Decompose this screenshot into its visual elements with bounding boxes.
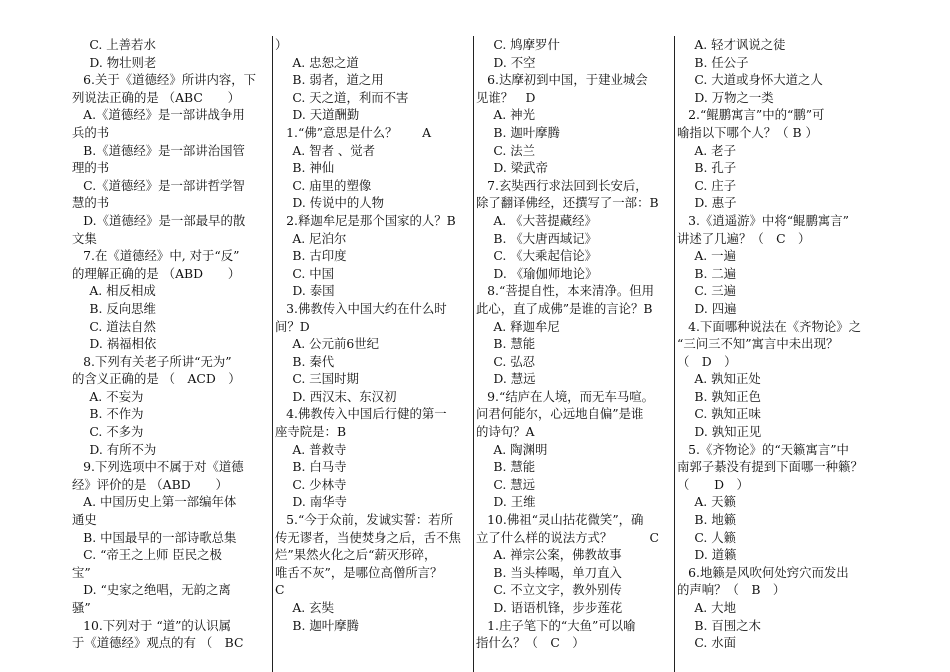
- option-line: D. 梁武帝: [493, 160, 548, 176]
- continuation-line: 通史: [72, 512, 97, 528]
- text-column-3: [476, 36, 673, 672]
- option-line: B. 不作为: [89, 406, 144, 422]
- option-line: D. 王维: [493, 494, 536, 510]
- option-line: D. 道籁: [694, 547, 737, 563]
- option-line: D. 不空: [493, 54, 536, 70]
- text-column-2: [275, 36, 472, 672]
- option-line: A. 相反相成: [89, 283, 156, 299]
- question-line: 3.佛教传入中国大约在什么时: [286, 300, 447, 316]
- option-line: C. 人籁: [694, 529, 737, 545]
- question-line: 10.佛祖“灵山拈花微笑”，确: [487, 512, 644, 528]
- option-line: C. 不立文字，教外别传: [493, 582, 622, 598]
- continuation-line: （ D ）: [677, 353, 737, 369]
- continuation-line: 座寺院是：B: [275, 424, 347, 440]
- option-line: B. 白马寺: [292, 459, 347, 475]
- question-line: D.《道德经》是一部最早的散: [83, 212, 246, 228]
- question-line: 6.关于《道德经》所讲内容，下: [83, 72, 257, 88]
- continuation-line: 的声响？（ B ）: [677, 582, 786, 598]
- option-line: B. 二遍: [694, 265, 737, 281]
- option-line: A. 轻才讽说之徒: [694, 37, 786, 52]
- continuation-line: 讲述了几遍？（ C ）: [677, 230, 811, 246]
- option-line: B. 地籁: [694, 512, 737, 528]
- continuation-line: 见谁？ D: [476, 89, 536, 105]
- question-line: B.《道德经》是一部讲治国管: [83, 142, 245, 158]
- text-column-1: [72, 36, 269, 672]
- question-line: D. “史家之绝唱，无韵之离: [83, 582, 231, 598]
- option-line: D. 物壮则老: [89, 54, 157, 70]
- continuation-line: 列说法正确的是 （ABC ）: [72, 89, 240, 105]
- continuation-line: 间？D: [275, 318, 310, 334]
- option-line: A. 释迦牟尼: [493, 318, 560, 334]
- option-line: B. 孔子: [694, 160, 737, 176]
- option-line: C. 大道或身怀大道之人: [694, 72, 823, 88]
- question-line: A. 中国历史上第一部编年体: [83, 494, 237, 510]
- continuation-line: 烂”果然火化之后“薪灭形碎，: [275, 547, 437, 563]
- column-divider-2: [473, 36, 474, 672]
- question-line: 5.《齐物论》的“天籁寓言”中: [688, 441, 849, 457]
- continuation-line: 立了什么样的说法方式？ C: [476, 529, 659, 545]
- question-line: 5.“今于众前，发诚实誓：若所: [286, 512, 453, 528]
- continuation-line: 指什么？（ C ）: [476, 635, 585, 651]
- option-line: A. 大地: [694, 600, 736, 615]
- option-line: D. 万物之一类: [694, 89, 774, 105]
- option-line: C. 弘忍: [493, 353, 536, 369]
- option-line: C. 孰知正味: [694, 406, 761, 422]
- continuation-line: 慧的书: [72, 195, 110, 211]
- option-line: C. 慧远: [493, 476, 536, 492]
- text-column-4: [677, 36, 877, 672]
- option-line: C. 庄子: [694, 177, 737, 193]
- continuation-line: C: [275, 582, 285, 598]
- question-line: 8.下列有关老子所讲“无为”: [83, 353, 232, 369]
- option-line: A. 天籁: [694, 494, 736, 510]
- option-line: C. 鸠摩罗什: [493, 37, 560, 52]
- question-line: 10.下列对于 “道”的认识属: [83, 617, 231, 633]
- continuation-line: 南郭子綦没有提到下面哪一种籁？: [677, 459, 863, 475]
- option-line: D. 泰国: [292, 283, 335, 299]
- continuation-line: 的含义正确的是 （ ACD ）: [72, 371, 241, 387]
- question-line: 8.“菩提自性，本来清净。但用: [487, 283, 654, 299]
- option-line: B. 反向思维: [89, 300, 156, 316]
- option-line: D. 慧远: [493, 371, 536, 387]
- question-line: 4.下面哪种说法在《齐物论》之: [688, 318, 862, 334]
- continuation-line: 理的书: [72, 160, 110, 176]
- question-line: 2.“鲲鹏寓言”中的“鹏”可: [688, 107, 825, 123]
- column-divider-1: [272, 36, 273, 672]
- option-line: A. 《大菩提藏经》: [493, 212, 597, 228]
- option-line: B. 慧能: [493, 459, 536, 475]
- option-line: D. 孰知正见: [694, 424, 762, 440]
- option-line: C. 法兰: [493, 142, 536, 158]
- continuation-line: 的诗句？A: [476, 424, 535, 440]
- continuation-line: 除了翻译佛经，还撰写了一部：B: [476, 195, 659, 211]
- option-line: C. 三遍: [694, 283, 737, 299]
- option-line: B. 慧能: [493, 336, 536, 352]
- option-line: A. 忠恕之道: [292, 54, 359, 70]
- question-line: 7.在《道德经》中, 对于“反”: [83, 248, 240, 264]
- option-line: A. 陶渊明: [493, 441, 548, 457]
- question-line: C.《道德经》是一部讲哲学智: [83, 177, 245, 193]
- option-line: A. 老子: [694, 142, 736, 158]
- continuation-line: ）: [275, 37, 288, 52]
- continuation-line: 此心，直了成佛”是谁的言论？B: [476, 300, 653, 316]
- continuation-line: “三问三不知”寓言中未出现？: [677, 336, 839, 352]
- option-line: C. 上善若水: [89, 37, 156, 52]
- option-line: B. 百围之木: [694, 617, 761, 633]
- option-line: A. 禅宗公案，佛教故事: [493, 547, 622, 563]
- option-line: A. 尼泊尔: [292, 230, 347, 246]
- continuation-line: 的理解正确的是 （ABD ）: [72, 265, 241, 281]
- question-line: A.《道德经》是一部讲战争用: [83, 107, 245, 123]
- option-line: B. 神仙: [292, 160, 335, 176]
- option-line: A. 普救寺: [292, 441, 347, 457]
- continuation-line: 传无谬者，当使焚身之后，舌不焦: [275, 529, 461, 545]
- option-line: A. 不妄为: [89, 388, 144, 404]
- question-line: 6.达摩初到中国，于建业城会: [487, 72, 648, 88]
- option-line: C. 天之道，利而不害: [292, 89, 409, 105]
- option-line: B. 迦叶摩腾: [493, 124, 560, 140]
- question-line: 1.庄子笔下的“大鱼”可以喻: [487, 617, 636, 633]
- option-line: D. 南华寺: [292, 494, 347, 510]
- question-line: 9.“结庐在人境，而无车马喧。: [487, 388, 654, 404]
- option-line: C. 水面: [694, 635, 737, 651]
- option-line: C. 《大乘起信论》: [493, 248, 598, 264]
- option-line: C. 中国: [292, 265, 335, 281]
- option-line: B. 弱者，道之用: [292, 72, 384, 88]
- option-line: B. 古印度: [292, 248, 347, 264]
- option-line: C. 庙里的塑像: [292, 177, 372, 193]
- option-line: B. 秦代: [292, 353, 335, 369]
- option-line: D. 四遍: [694, 300, 737, 316]
- question-line: 9.下列选项中不属于对《道德: [83, 459, 244, 475]
- question-line: 3.《逍遥游》中将“鲲鹏寓言”: [688, 212, 849, 228]
- option-line: D. 有所不为: [89, 441, 157, 457]
- option-line: D. 天道酬勤: [292, 107, 360, 123]
- option-line: D. 西汉末、东汉初: [292, 388, 397, 404]
- continuation-line: 骚”: [72, 600, 91, 615]
- continuation-line: （ D ）: [677, 476, 749, 492]
- question-line: 4.佛教传入中国后行健的第一: [286, 406, 447, 422]
- question-line: 6.地籁是风吹何处窍穴而发出: [688, 564, 849, 580]
- question-line: 1.“佛”意思是什么？ A: [286, 124, 432, 140]
- continuation-line: 问君何能尔，心远地自偏”是谁: [476, 406, 644, 422]
- question-line: 7.玄奘西行求法回到长安后，: [487, 177, 648, 193]
- option-line: A. 神光: [493, 107, 535, 123]
- column-divider-3: [674, 36, 675, 672]
- option-line: D. 《瑜伽师地论》: [493, 265, 598, 281]
- option-line: A. 智者 、觉者: [292, 142, 376, 158]
- option-line: D. 语语机锋，步步莲花: [493, 600, 623, 615]
- option-line: A. 一遍: [694, 248, 736, 264]
- continuation-line: 经》评价的是 （ABD ）: [72, 476, 228, 492]
- option-line: B. 孰知正色: [694, 388, 761, 404]
- continuation-line: 喻指以下哪个人？（ B ）: [677, 124, 818, 140]
- continuation-line: 宝”: [72, 564, 91, 580]
- question-line: B. 中国最早的一部诗歌总集: [83, 529, 237, 545]
- option-line: A. 公元前6世纪: [292, 336, 380, 352]
- option-line: C. 道法自然: [89, 318, 156, 334]
- option-line: C. 不多为: [89, 424, 144, 440]
- option-line: D. 传说中的人物: [292, 195, 385, 211]
- option-line: D. 祸福相依: [89, 336, 157, 352]
- option-line: C. 少林寺: [292, 476, 347, 492]
- option-line: A. 孰知正处: [694, 371, 761, 387]
- option-line: C. 三国时期: [292, 371, 359, 387]
- option-line: D. 惠子: [694, 195, 737, 211]
- question-line: C. “帝王之上师 臣民之极: [83, 547, 222, 563]
- option-line: B. 《大唐西域记》: [493, 230, 598, 246]
- option-line: B. 当头棒喝，单刀直入: [493, 564, 622, 580]
- option-line: A. 玄奘: [292, 600, 334, 615]
- continuation-line: 唯舌不灰”，是哪位高僧所言？: [275, 564, 443, 580]
- continuation-line: 兵的书: [72, 124, 110, 140]
- option-line: B. 迦叶摩腾: [292, 617, 359, 633]
- continuation-line: 于《道德经》观点的有 （ BC: [72, 635, 244, 651]
- question-line: 2.释迦牟尼是那个国家的人？B: [286, 212, 456, 228]
- option-line: B. 任公子: [694, 54, 749, 70]
- continuation-line: 文集: [72, 230, 97, 246]
